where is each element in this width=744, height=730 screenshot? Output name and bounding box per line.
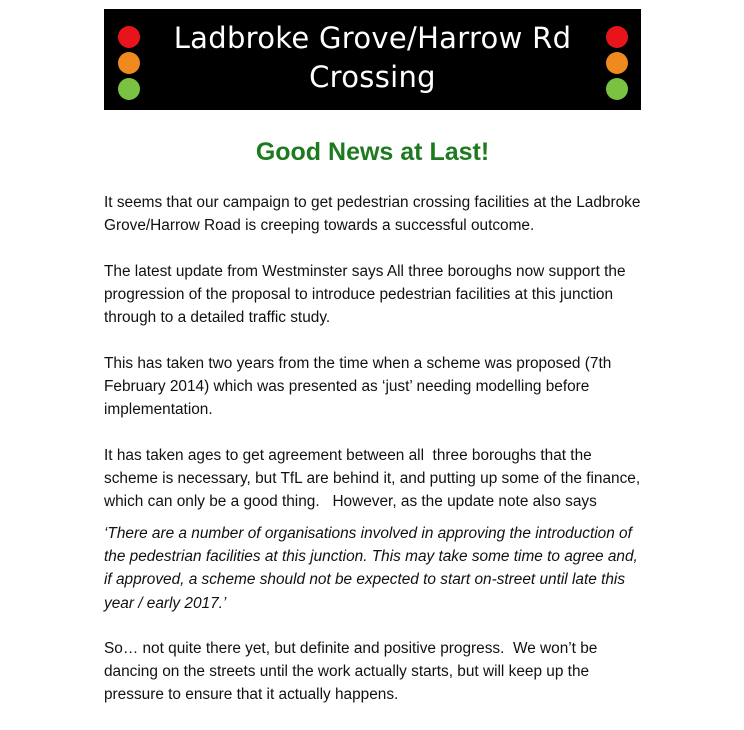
banner-title-line2: Crossing [309, 60, 436, 94]
traffic-light-amber-right-icon [606, 52, 628, 74]
paragraph-line: year / early 2017.’ [104, 594, 227, 612]
paragraph-line: through to a detailed traffic study. [104, 309, 331, 327]
banner-title-line1: Ladbroke Grove/Harrow Rd [173, 21, 572, 55]
traffic-light-amber-left-icon [118, 52, 140, 74]
traffic-light-green-right-icon [606, 78, 628, 100]
quote-paragraph [104, 522, 664, 615]
body-paragraph [104, 191, 664, 237]
paragraph-line: It seems that our campaign to get pedestrian crossing facilities at the Ladbroke [104, 194, 641, 211]
body-paragraph [104, 260, 664, 330]
paragraph-line: progression of the proposal to introduce pedestrian facilities at this junction [104, 286, 614, 304]
paragraph-line: This has taken two years from the time when a scheme was proposed (7th [104, 355, 612, 372]
body-paragraph [104, 444, 664, 514]
traffic-light-red-left-icon [118, 26, 140, 48]
paragraph-line: Grove/Harrow Road is creeping towards a successful outcome. [104, 217, 535, 235]
paragraph-line: scheme is necessary, but TfL are behind it, and putting up some of the finance, [104, 470, 641, 488]
paragraph-line: It has taken ages to get agreement between all three boroughs that the [104, 447, 592, 464]
paragraph-line: February 2014) which was presented as ‘just’ needing modelling before [104, 378, 590, 396]
paragraph-line: which can only be a good thing. However, as the update note also says [104, 493, 597, 511]
header-banner [104, 9, 641, 110]
paragraph-line: dancing on the streets until the work actually starts, but will keep up the [104, 663, 590, 681]
body-paragraph [104, 352, 664, 422]
paragraph-line: if approved, a scheme should not be expected to start on-street until late this [104, 571, 626, 589]
paragraph-line: implementation. [104, 401, 213, 419]
headline: Good News at Last! [255, 138, 490, 166]
traffic-light-green-left-icon [118, 78, 140, 100]
paragraph-line: pressure to ensure that it actually happens. [104, 686, 399, 704]
banner-title [154, 19, 591, 97]
paragraph-line: ‘There are a number of organisations involved in approving the introduction of [104, 525, 632, 542]
traffic-light-red-right-icon [606, 26, 628, 48]
paragraph-line: So… not quite there yet, but definite and positive progress. We won’t be [104, 640, 598, 657]
paragraph-line: the pedestrian facilities at this junction. This may take some time to agree and, [104, 548, 638, 566]
body-paragraph [104, 637, 664, 707]
paragraph-line: The latest update from Westminster says All three boroughs now support the [104, 263, 626, 280]
